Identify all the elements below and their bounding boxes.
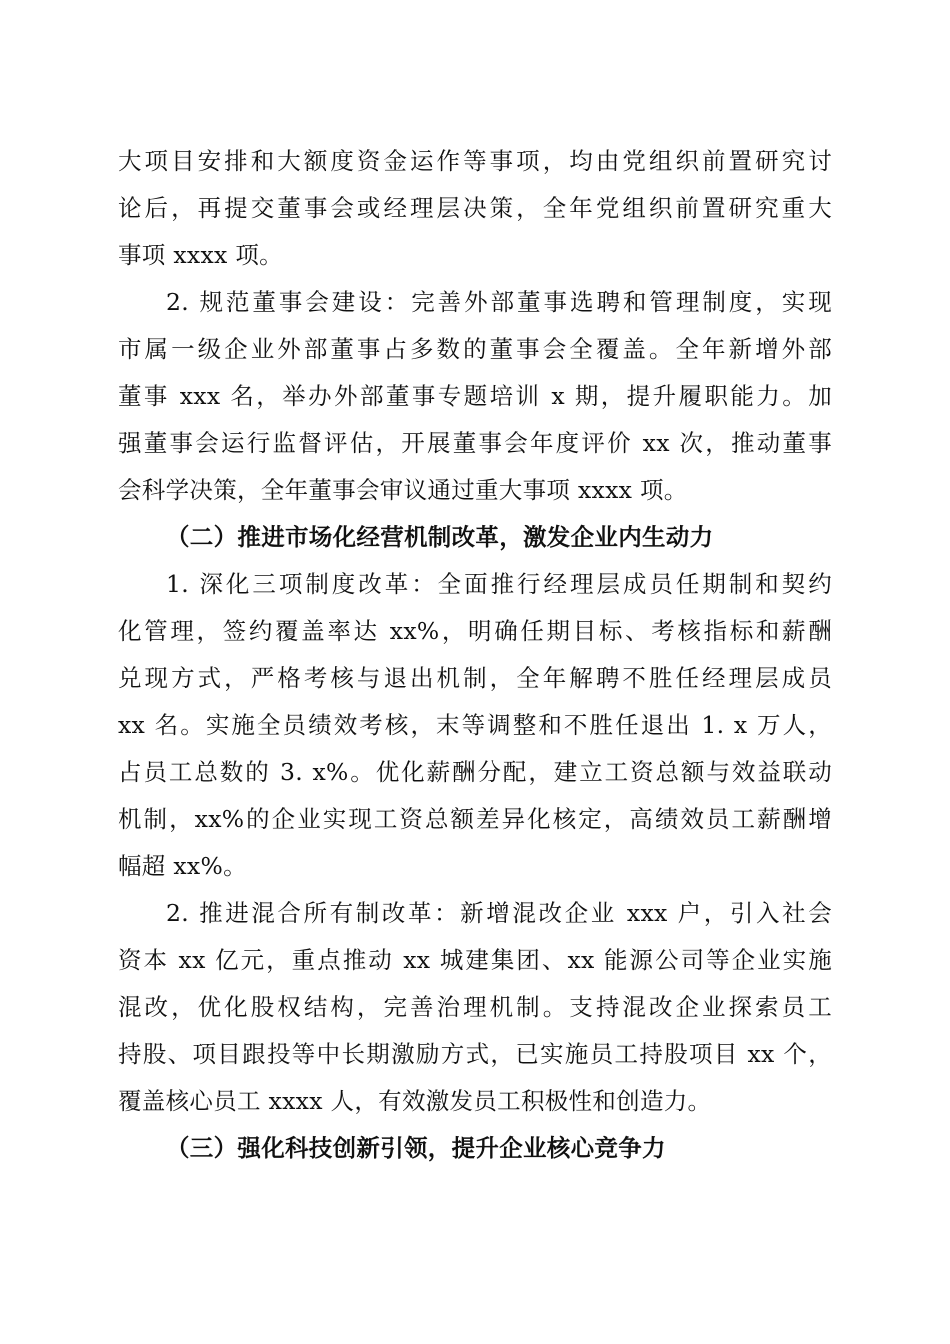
paragraph-line: 资本 xx 亿元，重点推动 xx 城建集团、xx 能源公司等企业实施 (118, 946, 832, 974)
section-heading: （三）强化科技创新引领，提升企业核心竞争力 (166, 1134, 666, 1162)
paragraph-line: 占员工总数的 3. x%。优化薪酬分配，建立工资总额与效益联动 (118, 758, 832, 786)
paragraph-line: 论后，再提交董事会或经理层决策，全年党组织前置研究重大 (118, 194, 832, 222)
paragraph-line: 强董事会运行监督评估，开展董事会年度评价 xx 次，推动董事 (118, 429, 832, 457)
paragraph-line: 大项目安排和大额度资金运作等事项，均由党组织前置研究讨 (118, 147, 832, 175)
paragraph-line: 机制，xx%的企业实现工资总额差异化核定，高绩效员工薪酬增 (118, 805, 832, 833)
paragraph-line: 2. 推进混合所有制改革：新增混改企业 xxx 户，引入社会 (166, 899, 832, 927)
document-body (118, 138, 832, 1172)
paragraph-line: 1. 深化三项制度改革：全面推行经理层成员任期制和契约 (166, 570, 832, 598)
paragraph-line: 化管理，签约覆盖率达 xx%，明确任期目标、考核指标和薪酬 (118, 617, 832, 645)
paragraph-line: 覆盖核心员工 xxxx 人，有效激发员工积极性和创造力。 (118, 1087, 712, 1115)
paragraph-line: 市属一级企业外部董事占多数的董事会全覆盖。全年新增外部 (118, 335, 832, 363)
paragraph-line: 事项 xxxx 项。 (118, 241, 283, 269)
section-heading: （二）推进市场化经营机制改革，激发企业内生动力 (166, 523, 714, 551)
paragraph-line: 兑现方式，严格考核与退出机制，全年解聘不胜任经理层成员 (118, 664, 832, 692)
paragraph-line: 混改，优化股权结构，完善治理机制。支持混改企业探索员工 (118, 993, 832, 1021)
paragraph-line: 2. 规范董事会建设：完善外部董事选聘和管理制度，实现 (166, 288, 832, 316)
paragraph-line: 董事 xxx 名，举办外部董事专题培训 x 期，提升履职能力。加 (118, 382, 832, 410)
paragraph-line: 会科学决策，全年董事会审议通过重大事项 xxxx 项。 (118, 476, 688, 504)
paragraph-line: xx 名。实施全员绩效考核，末等调整和不胜任退出 1. x 万人， (118, 711, 832, 739)
paragraph-line: 持股、项目跟投等中长期激励方式，已实施员工持股项目 xx 个， (118, 1040, 832, 1068)
paragraph-line: 幅超 xx%。 (118, 852, 247, 880)
